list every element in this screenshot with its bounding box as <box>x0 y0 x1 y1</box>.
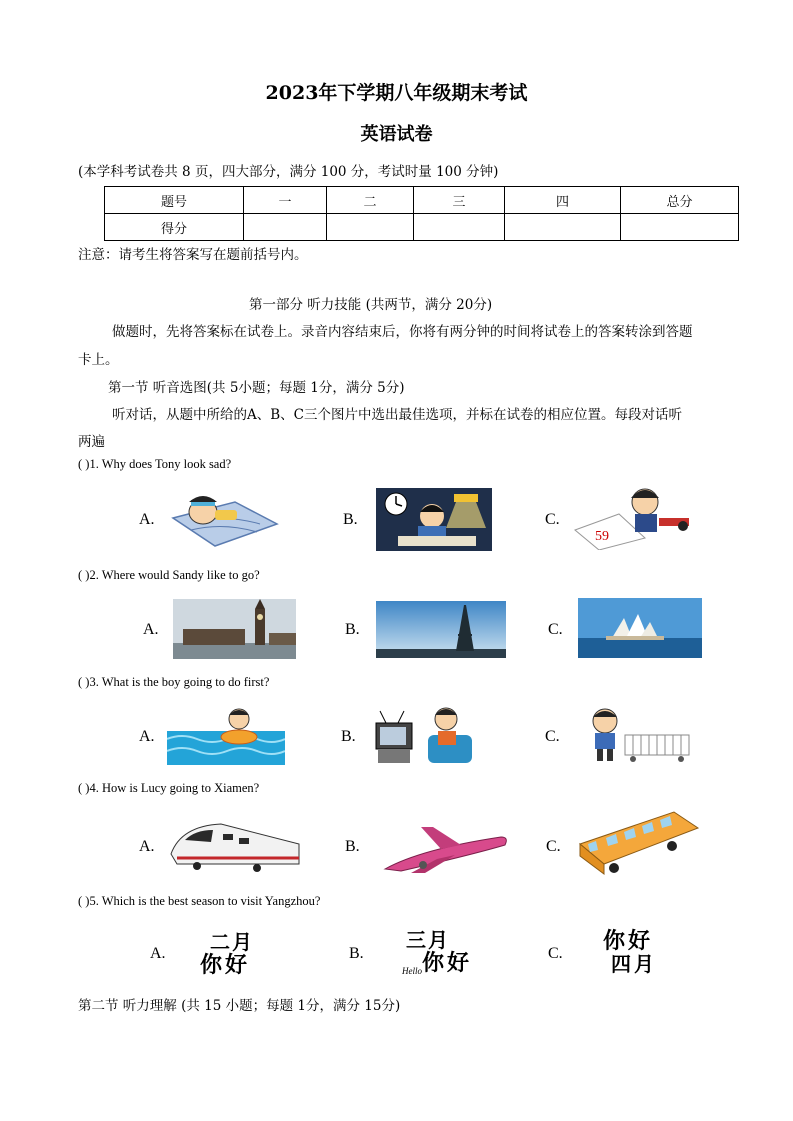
option-b-label[interactable]: B. <box>345 838 360 855</box>
option-c-label[interactable]: C. <box>545 728 560 745</box>
score-input-cell[interactable] <box>244 214 327 241</box>
score-header-cell: 一 <box>244 187 327 214</box>
boy-shopping-cart-icon <box>577 707 695 763</box>
score-header-cell: 题号 <box>105 187 244 214</box>
question-1: ( )1. Why does Tony look sad? <box>78 457 232 471</box>
score-input-cell[interactable] <box>505 214 621 241</box>
calligraphy-c-top: 你好 <box>603 929 654 954</box>
section1-heading: 第一节 听音选图(共 5小题；每题 1分，满分 5分) <box>108 380 405 396</box>
score-header-cell: 三 <box>414 187 505 214</box>
score-input-cell[interactable] <box>414 214 505 241</box>
exam-info: (本学科考试卷共 8 页，四大部分，满分 100 分，考试时量 100 分钟) <box>78 164 499 180</box>
score-table-score-row <box>105 214 739 241</box>
calligraphy-b-bottom: 你好 <box>422 951 473 976</box>
option-a-label[interactable]: A. <box>143 621 159 638</box>
score-row-label: 得分 <box>105 214 244 241</box>
eiffel-tower-paris-icon <box>376 601 506 658</box>
airplane-icon <box>381 819 511 875</box>
boy-swimming-icon <box>167 705 285 765</box>
february-calligraphy-icon <box>188 926 282 978</box>
option-b-label[interactable]: B. <box>343 511 358 528</box>
section2-heading: 第二节 听力理解 (共 15 小题；每题 1分，满分 15分) <box>78 998 401 1014</box>
score-table-header-row <box>105 187 739 214</box>
question-4: ( )4. How is Lucy going to Xiamen? <box>78 781 260 795</box>
calligraphy-b-top: 三月 <box>406 928 450 952</box>
hello-calligraphy-icon <box>595 924 687 976</box>
option-c-label[interactable]: C. <box>548 621 563 638</box>
option-a-label[interactable]: A. <box>139 838 155 855</box>
question-2: ( )2. Where would Sandy like to go? <box>78 568 260 582</box>
option-c-label[interactable]: C. <box>545 511 560 528</box>
calligraphy-a-bottom: 你好 <box>200 953 251 978</box>
high-speed-train-icon <box>167 818 301 873</box>
score-header-cell: 总分 <box>621 187 739 214</box>
calligraphy-b-small: Hello <box>402 966 422 976</box>
question-3: ( )3. What is the boy going to do first? <box>78 675 270 689</box>
exam-subtitle: 英语试卷 <box>360 124 433 145</box>
sydney-opera-house-icon <box>578 598 702 658</box>
part1-instruction-line1: 做题时，先将答案标在试卷上。录音内容结束后，你将有两分钟的时间将试卷上的答案转涂到答题 <box>112 324 693 340</box>
part1-instruction-line2: 卡上。 <box>78 352 119 368</box>
question-5: ( )5. Which is the best season to visit Yangzhou? <box>78 894 321 908</box>
boy-watching-tv-icon <box>372 703 476 765</box>
option-a-label[interactable]: A. <box>150 945 166 962</box>
svg-text:59: 59 <box>595 529 609 544</box>
option-b-label[interactable]: B. <box>349 945 364 962</box>
notice: 注意：请考生将答案写在题前括号内。 <box>78 247 308 263</box>
march-calligraphy-icon <box>398 924 490 980</box>
section1-line1: 听对话，从题中所给的A、B、C三个图片中选出最佳选项，并标在试卷的相应位置。每段对话听 <box>112 407 682 423</box>
score-table <box>104 186 739 241</box>
option-c-label[interactable]: C. <box>548 945 563 962</box>
score-header-cell: 二 <box>327 187 414 214</box>
option-a-label[interactable]: A. <box>139 728 155 745</box>
option-b-label[interactable]: B. <box>345 621 360 638</box>
calligraphy-a-top: 二月 <box>210 930 254 954</box>
option-a-label[interactable]: A. <box>139 511 155 528</box>
score-input-cell[interactable] <box>621 214 739 241</box>
score-input-cell[interactable] <box>327 214 414 241</box>
sick-boy-in-bed-icon <box>165 488 283 548</box>
score-header-cell: 四 <box>505 187 621 214</box>
calligraphy-c-bottom: 四月 <box>611 952 657 976</box>
section1-line2: 两遍 <box>78 434 105 450</box>
exam-title: 2023年下学期八年级期末考试 <box>265 82 528 104</box>
big-ben-london-icon <box>173 599 296 659</box>
part1-heading: 第一部分 听力技能 (共两节，满分 20分) <box>249 297 493 313</box>
boy-with-test-paper-icon <box>573 484 697 550</box>
bus-icon <box>576 810 700 876</box>
option-b-label[interactable]: B. <box>341 728 356 745</box>
option-c-label[interactable]: C. <box>546 838 561 855</box>
boy-studying-late-icon <box>376 488 492 551</box>
